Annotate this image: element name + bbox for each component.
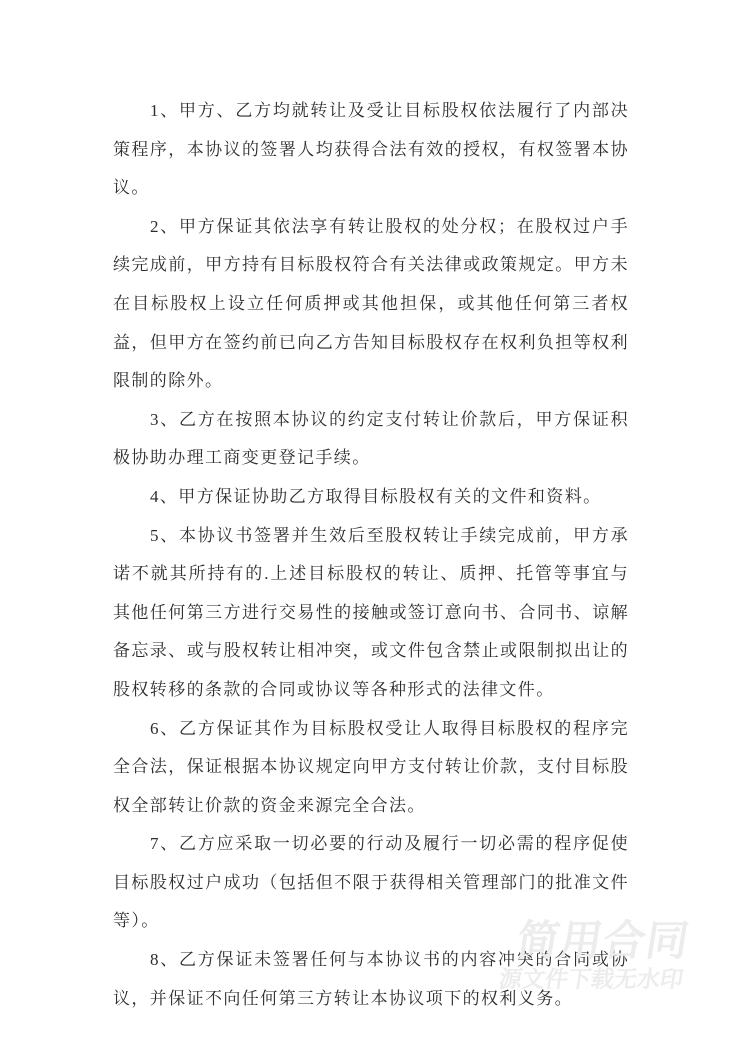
clause-3: 3、乙方在按照本协议的约定支付转让价款后，甲方保证积极协助办理工商变更登记手续。 [113, 409, 629, 468]
clause-8: 8、乙方保证未签署任何与本协议书的内容冲突的合同或协议，并保证不向任何第三方转让本协议项下的权利义务。 [113, 950, 629, 1008]
watermark-brand-text: 简用合同 [513, 917, 694, 964]
clause-2: 2、甲方保证其依法享有转让股权的处分权；在股权过户手续完成前，甲方持有目标股权符合有关法律或政策规定。甲方未在目标股权上设立任何质押或其他担保，或其他任何第三者权益，但甲方在签约前已向乙方告知目标股权存在权利负担等权利限制的除外。 [113, 216, 629, 391]
clause-6: 6、乙方保证其作为目标股权受让人取得目标股权的程序完全合法，保证根据本协议规定向甲方支付转让价款，支付目标股权全部转让价款的资金来源完全合法。 [113, 718, 629, 815]
clause-7: 7、乙方应采取一切必要的行动及履行一切必需的程序促使目标股权过户成功（包括但不限于获得相关管理部门的批准文件等）。 [113, 834, 629, 931]
watermark-tagline-text: 源文件下载无水印 [497, 966, 686, 992]
contract-body [113, 92, 629, 1018]
clause-5: 5、本协议书签署并生效后至股权转让手续完成前，甲方承诺不就其所持有的.上述目标股权的转让、质押、托管等事宜与其他任何第三方进行交易性的接触或签订意向书、合同书、谅解备忘录、或与股权转让相冲突，或文件包含禁止或限制拟出让的股权转移的条款的合同或协议等各种形式的法律文件。 [113, 525, 629, 699]
clause-4: 4、甲方保证协助乙方取得目标股权有关的文件和资料。 [150, 486, 602, 506]
clause-1: 1、甲方、乙方均就转让及受让目标股权依法履行了内部决策程序，本协议的签署人均获得合法有效的授权，有权签署本协议。 [113, 101, 629, 198]
